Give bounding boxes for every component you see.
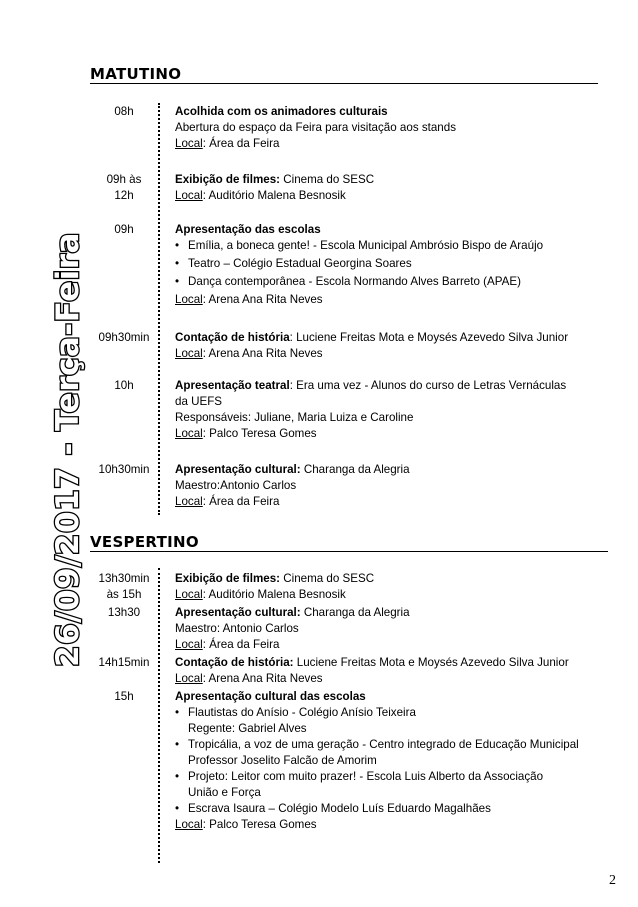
- time-label: 10h30min: [98, 463, 150, 476]
- line-text: Emília, a boneca gente! - Escola Municipal Ambrósio Bispo de Araújo: [188, 239, 544, 252]
- bullet-icon: •: [175, 802, 180, 815]
- line-text: : Palco Teresa Gomes: [202, 427, 317, 440]
- description-line: [175, 494, 611, 510]
- line-text: Escrava Isaura – Colégio Modelo Luís Eduardo Magalhães: [188, 802, 491, 815]
- line-text: Luciene Freitas Mota e Moysés Azevedo Silva Junior: [293, 656, 569, 669]
- matutino-row-description: [175, 104, 611, 152]
- line-text: Maestro:Antonio Carlos: [175, 479, 297, 492]
- bullet-icon: •: [175, 257, 180, 270]
- description-line: [175, 378, 611, 394]
- line-text: Cinema do SESC: [280, 572, 375, 585]
- description-line: [175, 671, 611, 687]
- description-line: [175, 330, 611, 346]
- bullet-item: [175, 801, 611, 817]
- line-text: : Arena Ana Rita Neves: [202, 293, 323, 306]
- line-text: Cinema do SESC: [280, 173, 375, 186]
- line-text: : Luciene Freitas Mota e Moysés Azevedo Silva Junior: [289, 331, 569, 344]
- description-line: [175, 136, 611, 152]
- description-line: [175, 410, 611, 426]
- line-text: Tropicália, a voz de uma geração - Centro integrado de Educação Municipal: [188, 738, 579, 751]
- description-line: [175, 120, 611, 136]
- line-text: Maestro: Antonio Carlos: [175, 622, 299, 635]
- matutino-row-time: [88, 104, 160, 120]
- bullet-item: [175, 737, 611, 753]
- vespertino-row-time: [88, 689, 160, 705]
- description-line: [175, 478, 611, 494]
- description-line: [175, 605, 611, 621]
- activity-title: Apresentação das escolas: [175, 223, 321, 236]
- bullet-item: [175, 238, 611, 254]
- description-line: [175, 637, 611, 653]
- vespertino-row-time: [88, 571, 160, 603]
- activity-title: Apresentação cultural:: [175, 463, 301, 476]
- description-line: [175, 817, 611, 833]
- time-label: 13h30min: [98, 572, 150, 585]
- local-label: Local: [175, 189, 203, 202]
- line-text: : Palco Teresa Gomes: [202, 818, 317, 831]
- bullet-item: [175, 769, 611, 785]
- matutino-row-description: [175, 462, 611, 510]
- matutino-row-time: [88, 462, 160, 478]
- vespertino-row-description: [175, 605, 611, 653]
- local-label: Local: [175, 818, 203, 831]
- activity-title: Acolhida com os animadores culturais: [175, 105, 388, 118]
- page-number: 2: [609, 873, 616, 888]
- matutino-row-description: [175, 222, 611, 308]
- description-line: [175, 394, 611, 410]
- line-text: : Era uma vez - Alunos do curso de Letras Vernáculas: [289, 379, 567, 392]
- bullet-item: [175, 256, 611, 272]
- time-label: 09h: [114, 223, 134, 236]
- activity-title: Apresentação cultural:: [175, 606, 301, 619]
- bullet-icon: •: [175, 770, 180, 783]
- bullet-icon: •: [175, 239, 180, 252]
- bullet-item: [175, 274, 611, 290]
- time-label: 09h30min: [98, 331, 150, 344]
- vespertino-heading: VESPERTINO: [90, 534, 608, 552]
- matutino-divider: [158, 103, 160, 515]
- time-label: 09h às: [106, 173, 142, 186]
- activity-title: Apresentação cultural das escolas: [175, 690, 366, 703]
- line-text: Abertura do espaço da Feira para visitação aos stands: [175, 121, 456, 134]
- line-text: Professor Joselito Falcão de Amorim: [188, 754, 377, 767]
- description-line: [175, 571, 611, 587]
- line-text: Flautistas do Anísio - Colégio Anísio Teixeira: [188, 706, 416, 719]
- time-label: 12h: [114, 189, 134, 202]
- local-label: Local: [175, 638, 203, 651]
- line-text: : Auditório Malena Besnosik: [202, 189, 346, 202]
- local-label: Local: [175, 347, 203, 360]
- description-line: [175, 172, 611, 188]
- matutino-row-description: [175, 378, 611, 442]
- activity-title: Apresentação teatral: [175, 379, 290, 392]
- vespertino-row-description: [175, 655, 611, 687]
- line-text: União e Força: [188, 786, 261, 799]
- line-text: : Área da Feira: [202, 495, 280, 508]
- description-line: [175, 753, 611, 769]
- matutino-row-description: [175, 330, 611, 362]
- time-label: 15h: [114, 690, 134, 703]
- activity-title: Exibição de filmes:: [175, 572, 281, 585]
- description-line: [175, 346, 611, 362]
- activity-title: Contação de história:: [175, 656, 294, 669]
- date-side-title: 26/09/2017 - Terça-Feira: [50, 232, 86, 667]
- line-text: Projeto: Leitor com muito prazer! - Escola Luis Alberto da Associação: [188, 770, 544, 783]
- local-label: Local: [175, 137, 203, 150]
- vespertino-row-time: [88, 655, 160, 671]
- activity-title: Contação de história: [175, 331, 290, 344]
- line-text: : Arena Ana Rita Neves: [202, 347, 323, 360]
- matutino-row-description: [175, 172, 611, 204]
- matutino-row-time: [88, 172, 160, 204]
- line-text: Teatro – Colégio Estadual Georgina Soares: [188, 257, 412, 270]
- time-label: 08h: [114, 105, 134, 118]
- time-label: 14h15min: [98, 656, 150, 669]
- bullet-icon: •: [175, 738, 180, 751]
- description-line: [175, 426, 611, 442]
- local-label: Local: [175, 588, 203, 601]
- bullet-icon: •: [175, 275, 180, 288]
- time-label: 13h30: [107, 606, 141, 619]
- matutino-row-time: [88, 378, 160, 394]
- description-line: [175, 222, 611, 238]
- description-line: [175, 689, 611, 705]
- activity-title: Exibição de filmes:: [175, 173, 281, 186]
- matutino-row-time: [88, 222, 160, 238]
- local-label: Local: [175, 293, 203, 306]
- description-line: [175, 462, 611, 478]
- line-text: Dança contemporânea - Escola Normando Alves Barreto (APAE): [188, 275, 521, 288]
- line-text: : Auditório Malena Besnosik: [202, 588, 346, 601]
- line-text: : Arena Ana Rita Neves: [202, 672, 323, 685]
- description-line: [175, 655, 611, 671]
- description-line: [175, 188, 611, 204]
- matutino-row-time: [88, 330, 160, 346]
- description-line: [175, 104, 611, 120]
- local-label: Local: [175, 495, 203, 508]
- matutino-heading: MATUTINO: [90, 66, 598, 84]
- line-text: : Área da Feira: [202, 137, 280, 150]
- line-text: Regente: Gabriel Alves: [188, 722, 307, 735]
- local-label: Local: [175, 427, 203, 440]
- description-line: [175, 785, 611, 801]
- bullet-item: [175, 705, 611, 721]
- line-text: : Área da Feira: [202, 638, 280, 651]
- time-label: às 15h: [106, 588, 142, 601]
- bullet-icon: •: [175, 706, 180, 719]
- vespertino-row-description: [175, 689, 611, 833]
- time-label: 10h: [114, 379, 134, 392]
- vespertino-row-description: [175, 571, 611, 603]
- description-line: [175, 621, 611, 637]
- line-text: Responsáveis: Juliane, Maria Luiza e Caroline: [175, 411, 414, 424]
- line-text: Charanga da Alegria: [300, 606, 410, 619]
- line-text: da UEFS: [175, 395, 223, 408]
- vespertino-row-time: [88, 605, 160, 621]
- description-line: [175, 721, 611, 737]
- description-line: [175, 292, 611, 308]
- local-label: Local: [175, 672, 203, 685]
- description-line: [175, 587, 611, 603]
- line-text: Charanga da Alegria: [300, 463, 410, 476]
